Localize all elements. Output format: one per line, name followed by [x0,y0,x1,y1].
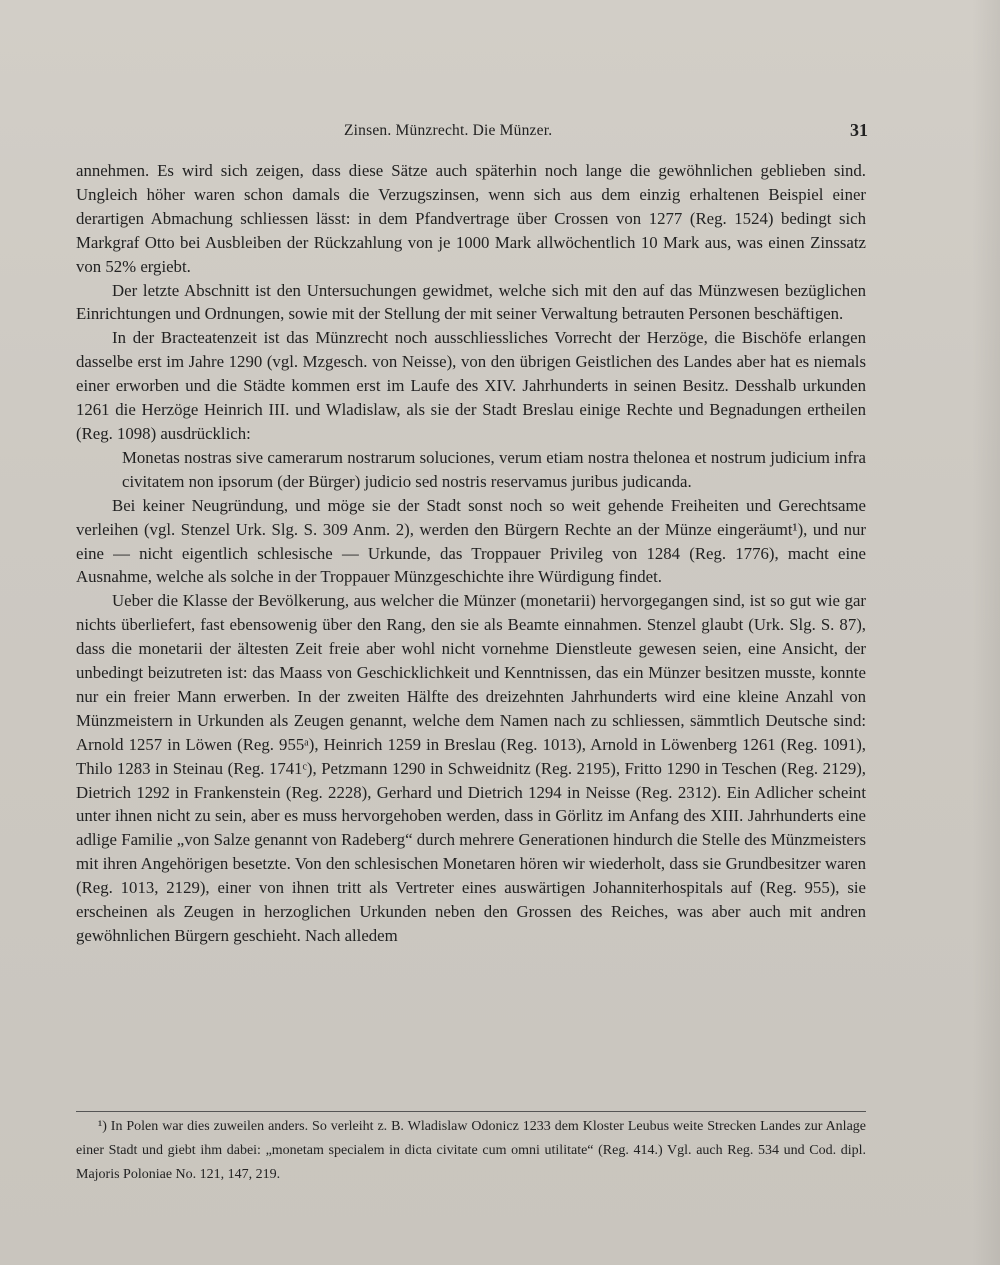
body-text [76,159,866,948]
running-head: Zinsen. Münzrecht. Die Münzer. [344,122,553,139]
paragraph-4: Bei keiner Neugründung, und möge sie der Stadt sonst noch so weit gehende Freiheiten und Gerechtsame verleihen (vgl. Stenzel Urk. Slg. S. 309 Anm. 2), werden den Bürgern Rechte an der Münze eingeräumt¹), und nur eine — nicht eigentlich schlesische — Urkunde, das Troppauer Privileg von 1284 (Reg. 1776), macht eine Ausnahme, welche als solche in der Troppauer Münzgeschichte ihre Würdigung findet. [76,495,866,587]
page-header [76,122,868,144]
footnote-1: ¹) In Polen war dies zuweilen anders. So verleiht z. B. Wladislaw Odonicz 1233 dem Kloster Leubus weite Strecken Landes zur Anlage einer Stadt und giebt ihm dabei: „monetam specialem in dicta civitate cum omni utilitate“ (Reg. 414.) Vgl. auch Reg. 534 und Cod. dipl. Majoris Poloniae No. 121, 147, 219. [76,1119,866,1182]
paragraph-3: In der Bracteatenzeit ist das Münzrecht noch ausschliessliches Vorrecht der Herzöge, die Bischöfe erlangen dasselbe erst im Jahre 1290 (vgl. Mzgesch. von Neisse), von den übrigen Geistlichen des Landes aber hat es niemals einer erworben und die Städte kommen erst im Laufe des XIV. Jahrhunderts in seinen Besitz. Desshalb urkunden 1261 die Herzöge Heinrich III. und Wladislaw, als sie der Stadt Breslau einige Rechte und Begnadungen ertheilen (Reg. 1098) ausdrücklich: [76,328,866,443]
footnote-section [76,1111,866,1187]
scan-edge-shadow [972,0,1000,1265]
page-number: 31 [850,120,868,140]
paragraph-5: Ueber die Klasse der Bevölkerung, aus welcher die Münzer (monetarii) hervorgegangen sind, ist so gut wie gar nichts überliefert, fast ebensowenig über den Rang, den sie als Beamte einnahmen. Stenzel glaubt (Urk. Slg. S. 87), dass die monetarii der ältesten Zeit freie aber wohl nicht vornehme Dienstleute gewesen seien, eine Ansicht, der unbedingt beizutreten ist: das Maass von Geschicklichkeit und Kenntnissen, das ein Münzer besitzen musste, konnte nur ein freier Mann erwerben. In der zweiten Hälfte des dreizehnten Jahrhunderts wird eine kleine Anzahl von Münzmeistern in Urkunden als Zeugen genannt, welche dem Namen nach zu schliessen, sämmtlich Deutsche sind: Arnold 1257 in Löwen (Reg. 955ᵃ), Heinrich 1259 in Breslau (Reg. 1013), Arnold in Löwenberg 1261 (Reg. 1091), Thilo 1283 in Steinau (Reg. 1741ᶜ), Petzmann 1290 in Schweidnitz (Reg. 2195), Fritto 1290 in Teschen (Reg. 2129), Dietrich 1292 in Frankenstein (Reg. 2228), Gerhard und Dietrich 1294 in Neisse (Reg. 2312). Ein Adlicher scheint unter ihnen nicht zu sein, aber es muss hervorgehoben werden, dass in Görlitz im Anfang des XIII. Jahrhunderts eine adlige Familie „von Salze genannt von Radeberg“ durch mehrere Generationen hindurch die Stelle des Münzmeisters mit ihren Angehörigen besetzte. Von den schlesischen Monetaren hören wir wiederholt, dass sie Grundbesitzer waren (Reg. 1013, 2129), einer von ihnen tritt als Vertreter eines auswärtigen Johanniterhospitals auf (Reg. 955), sie erscheinen als Zeugen in herzoglichen Urkunden neben den Grossen des Reiches, was aber auch mit andren gewöhnlichen Bürgern geschieht. Nach alledem [76,591,866,945]
paragraph-1: annehmen. Es wird sich zeigen, dass diese Sätze auch späterhin noch lange die gewöhnlichen geblieben sind. Ungleich höher waren schon damals die Verzugszinsen, wenn sich aus dem einzig erhaltenen Beispiel einer derartigen Abmachung schliessen lässt: in dem Pfandvertrage über Crossen von 1277 (Reg. 1524) bedingt sich Markgraf Otto bei Ausbleiben der Rückzahlung von je 1000 Mark allwöchentlich 10 Mark aus, was einen Zinssatz von 52% ergiebt. [76,161,866,276]
latin-quote: Monetas nostras sive camerarum nostrarum soluciones, verum etiam nostra thelonea et nostrum judicium infra civitatem non ipsorum (der Bürger) judicio sed nostris reservamus juribus judicanda. [122,447,866,491]
paragraph-2: Der letzte Abschnitt ist den Untersuchungen gewidmet, welche sich mit den auf das Münzwesen bezüglichen Einrichtungen und Ordnungen, sowie mit der Stellung der mit seiner Verwaltung betrauten Personen beschäftigen. [76,280,866,324]
